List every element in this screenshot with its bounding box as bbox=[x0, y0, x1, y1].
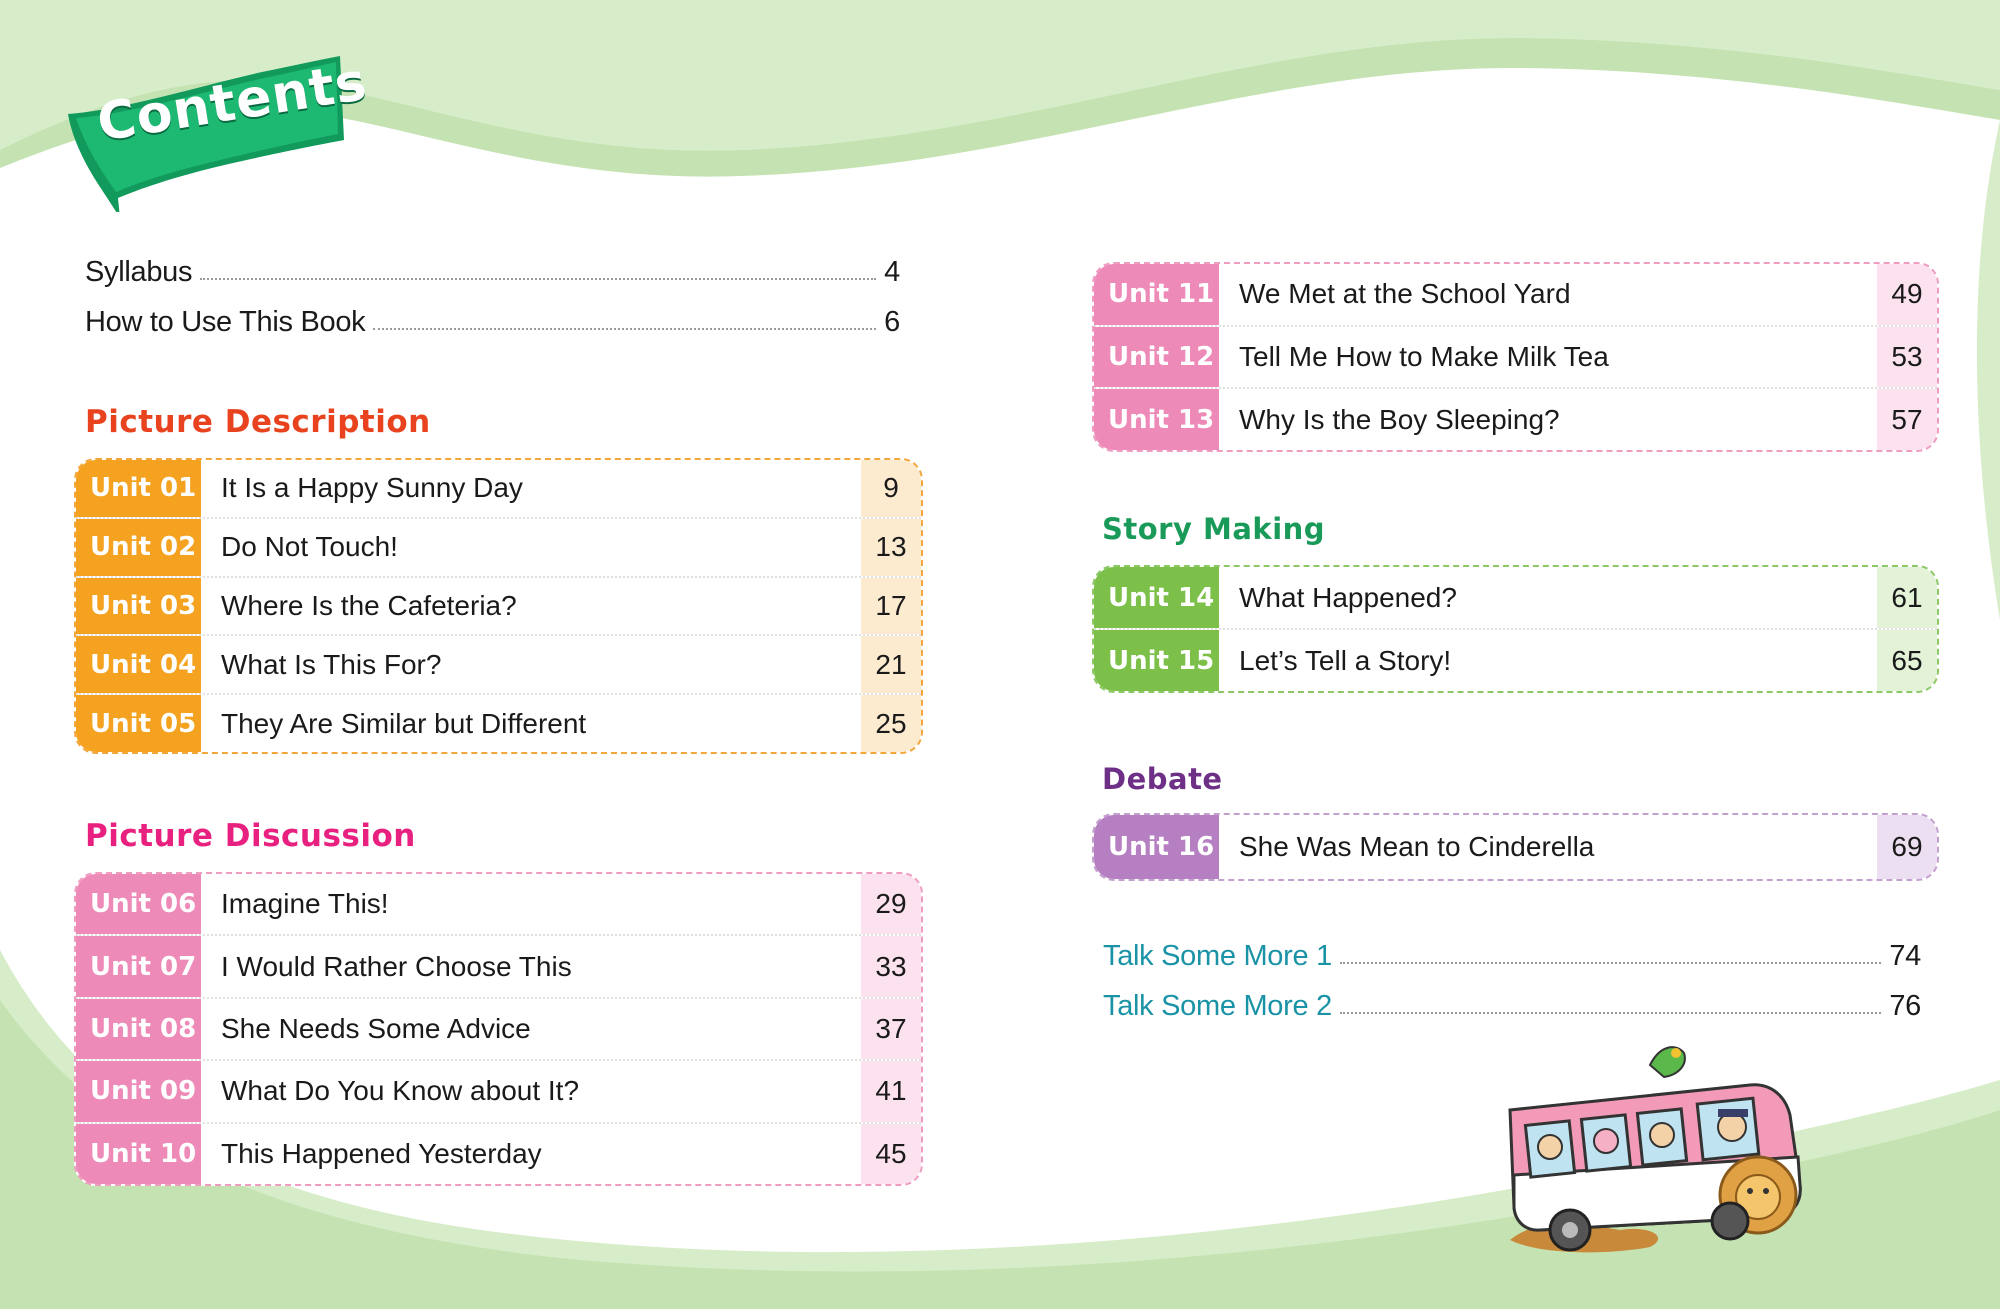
unit-title: She Needs Some Advice bbox=[221, 1013, 531, 1045]
unit-page: 33 bbox=[861, 936, 921, 996]
dotted-leader bbox=[373, 328, 876, 330]
unit-row-14[interactable] bbox=[1094, 567, 1937, 630]
unit-page: 17 bbox=[861, 578, 921, 635]
unit-row-07[interactable] bbox=[76, 936, 921, 998]
unit-title: What Is This For? bbox=[221, 648, 442, 680]
unit-title: Where Is the Cafeteria? bbox=[221, 589, 517, 621]
talk-some-more-1-entry[interactable] bbox=[1103, 940, 1921, 973]
unit-badge: Unit 04 bbox=[76, 636, 201, 693]
unit-page: 61 bbox=[1877, 567, 1937, 628]
unit-title: She Was Mean to Cinderella bbox=[1239, 831, 1595, 862]
syllabus-page: 4 bbox=[884, 256, 900, 288]
unit-row-03[interactable] bbox=[76, 578, 921, 637]
unit-page: 13 bbox=[861, 519, 921, 576]
how-to-use-entry[interactable] bbox=[85, 306, 900, 339]
unit-row-06[interactable] bbox=[76, 874, 921, 936]
talk-some-more-2-entry[interactable] bbox=[1103, 990, 1921, 1023]
unit-table-picture-discussion-1 bbox=[74, 872, 923, 1186]
unit-table-debate bbox=[1092, 813, 1939, 881]
unit-badge: Unit 02 bbox=[76, 519, 201, 576]
unit-page: 53 bbox=[1877, 327, 1937, 388]
unit-badge: Unit 05 bbox=[76, 695, 201, 752]
syllabus-entry[interactable] bbox=[85, 256, 900, 289]
unit-title: I Would Rather Choose This bbox=[221, 950, 572, 982]
unit-table-picture-discussion-2 bbox=[1092, 262, 1939, 452]
unit-title: What Do You Know about It? bbox=[221, 1075, 580, 1107]
unit-row-05[interactable] bbox=[76, 695, 921, 752]
unit-title: They Are Similar but Different bbox=[221, 707, 587, 739]
section-title-picture-description: Picture Description bbox=[85, 404, 431, 440]
section-title-debate: Debate bbox=[1102, 762, 1223, 796]
unit-row-04[interactable] bbox=[76, 636, 921, 695]
unit-badge: Unit 07 bbox=[76, 936, 201, 996]
unit-row-01[interactable] bbox=[76, 460, 921, 519]
unit-title: This Happened Yesterday bbox=[221, 1137, 542, 1169]
unit-title: Imagine This! bbox=[221, 888, 389, 920]
unit-page: 25 bbox=[861, 695, 921, 752]
unit-row-13[interactable] bbox=[1094, 389, 1937, 450]
unit-title: Tell Me How to Make Milk Tea bbox=[1239, 341, 1609, 372]
unit-page: 37 bbox=[861, 999, 921, 1059]
unit-page: 45 bbox=[861, 1124, 921, 1184]
unit-title: Do Not Touch! bbox=[221, 531, 398, 563]
unit-row-15[interactable] bbox=[1094, 630, 1937, 691]
contents-banner bbox=[62, 51, 372, 212]
unit-page: 21 bbox=[861, 636, 921, 693]
unit-page: 65 bbox=[1877, 630, 1937, 691]
unit-badge: Unit 15 bbox=[1094, 630, 1219, 691]
how-to-use-page: 6 bbox=[884, 306, 900, 338]
unit-page: 57 bbox=[1877, 389, 1937, 450]
dotted-leader bbox=[200, 278, 876, 280]
unit-row-12[interactable] bbox=[1094, 327, 1937, 390]
bus-illustration-icon bbox=[1500, 1025, 1830, 1255]
unit-badge: Unit 01 bbox=[76, 460, 201, 517]
unit-badge: Unit 11 bbox=[1094, 264, 1219, 325]
unit-page: 9 bbox=[861, 460, 921, 517]
how-to-use-label: How to Use This Book bbox=[85, 306, 366, 338]
unit-badge: Unit 03 bbox=[76, 578, 201, 635]
unit-table-story-making bbox=[1092, 565, 1939, 693]
contents-title: Contents bbox=[93, 51, 372, 154]
unit-badge: Unit 14 bbox=[1094, 567, 1219, 628]
unit-row-11[interactable] bbox=[1094, 264, 1937, 327]
unit-title: Why Is the Boy Sleeping? bbox=[1239, 403, 1560, 435]
unit-page: 41 bbox=[861, 1061, 921, 1121]
dotted-leader bbox=[1340, 1012, 1881, 1014]
talk-some-more-1-label: Talk Some More 1 bbox=[1103, 940, 1332, 972]
unit-page: 49 bbox=[1877, 264, 1937, 325]
unit-badge: Unit 16 bbox=[1094, 815, 1219, 879]
talk-some-more-2-label: Talk Some More 2 bbox=[1103, 990, 1332, 1022]
unit-badge: Unit 12 bbox=[1094, 327, 1219, 388]
section-title-picture-discussion: Picture Discussion bbox=[85, 818, 416, 854]
dotted-leader bbox=[1340, 962, 1881, 964]
unit-table-picture-description bbox=[74, 458, 923, 754]
syllabus-label: Syllabus bbox=[85, 256, 193, 288]
unit-row-10[interactable] bbox=[76, 1124, 921, 1184]
unit-badge: Unit 13 bbox=[1094, 389, 1219, 450]
unit-title: What Happened? bbox=[1239, 581, 1457, 613]
unit-title: Let’s Tell a Story! bbox=[1239, 644, 1452, 676]
section-title-story-making: Story Making bbox=[1102, 512, 1326, 546]
unit-badge: Unit 06 bbox=[76, 874, 201, 934]
talk-some-more-1-page: 74 bbox=[1889, 940, 1921, 972]
unit-badge: Unit 08 bbox=[76, 999, 201, 1059]
unit-row-16[interactable] bbox=[1094, 815, 1937, 879]
unit-badge: Unit 10 bbox=[76, 1124, 201, 1184]
unit-badge: Unit 09 bbox=[76, 1061, 201, 1121]
unit-title: It Is a Happy Sunny Day bbox=[221, 472, 523, 504]
unit-row-02[interactable] bbox=[76, 519, 921, 578]
unit-row-09[interactable] bbox=[76, 1061, 921, 1123]
unit-page: 69 bbox=[1877, 815, 1937, 879]
talk-some-more-2-page: 76 bbox=[1889, 990, 1921, 1022]
unit-page: 29 bbox=[861, 874, 921, 934]
unit-title: We Met at the School Yard bbox=[1239, 278, 1571, 310]
unit-row-08[interactable] bbox=[76, 999, 921, 1061]
